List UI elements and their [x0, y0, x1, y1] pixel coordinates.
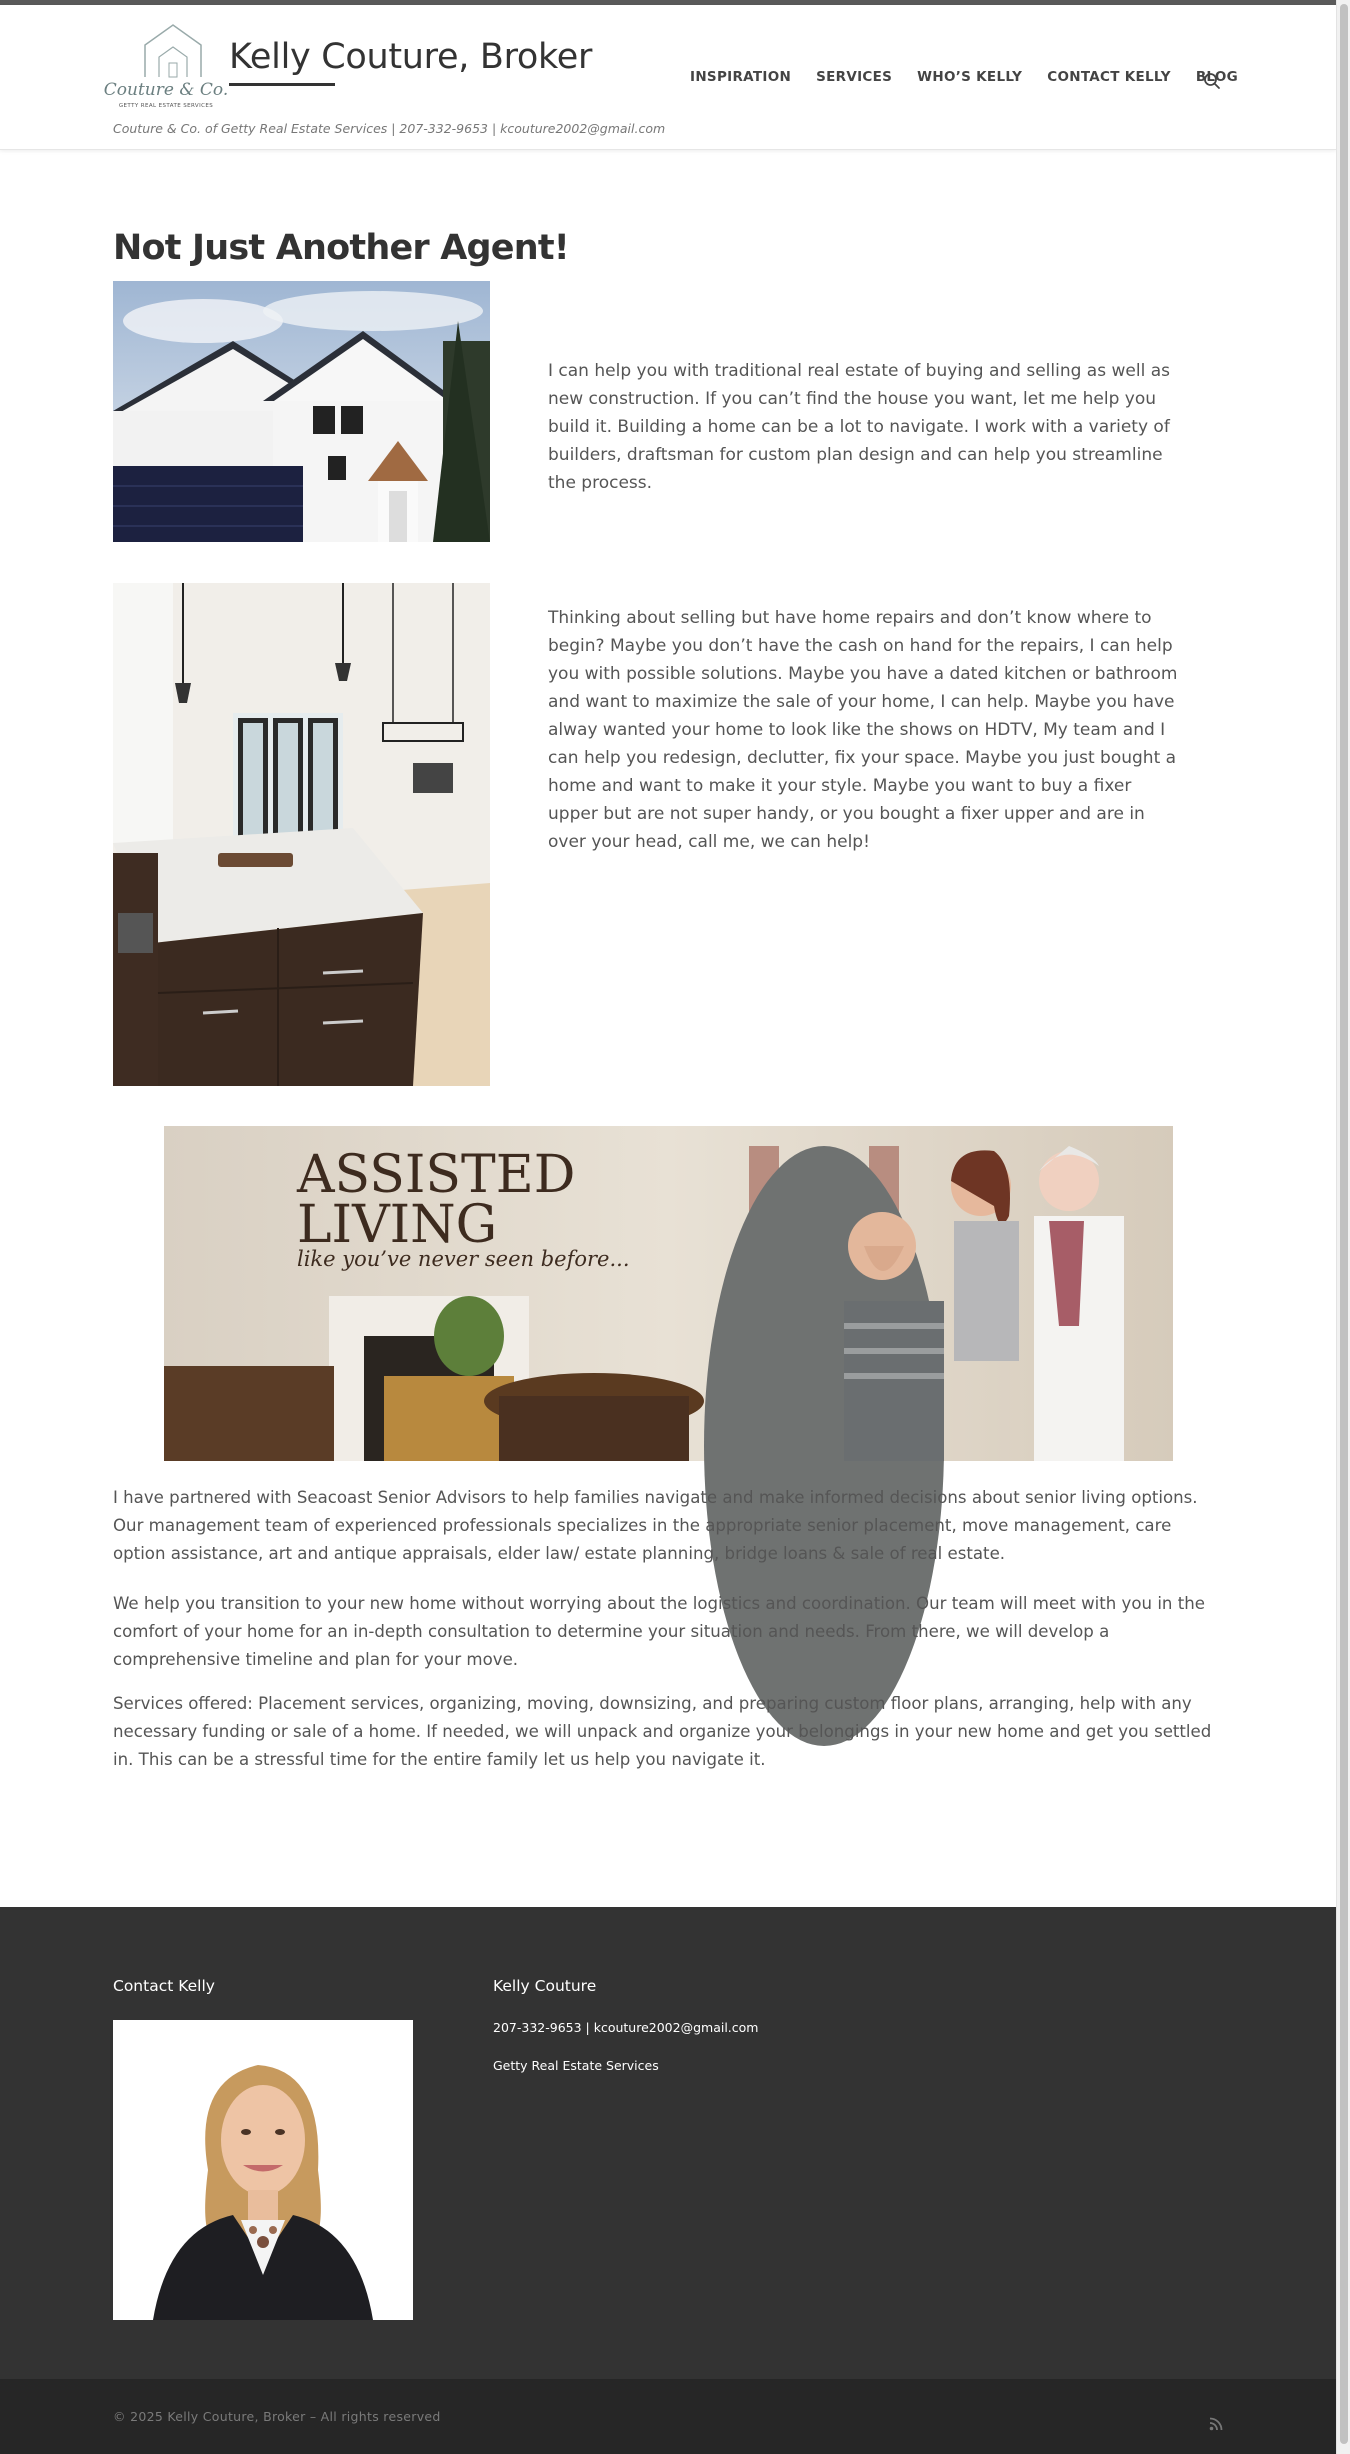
- site-footer: [0, 1907, 1336, 2379]
- new-construction-text: I can help you with traditional real estate of buying and selling as well as new construction. If you can’t find the house you want, let me help you build it. Building a home can be a lot to navigate. I work with a variety of builders, draftsman for custom plan design and can help you streamline the process.: [548, 361, 1170, 493]
- footer-company: Getty Real Estate Services: [493, 2058, 659, 2073]
- search-icon[interactable]: [1203, 72, 1221, 90]
- footer-kelly-heading: Kelly Couture: [493, 1977, 597, 1995]
- svg-text:ASSISTED: ASSISTED: [297, 1145, 576, 1205]
- nav-inspiration[interactable]: INSPIRATION: [690, 69, 792, 85]
- scrollbar-thumb[interactable]: [1340, 4, 1348, 2444]
- svg-text:Couture & Co.: Couture & Co.: [103, 80, 229, 100]
- kelly-portrait: [113, 2020, 413, 2320]
- site-tagline: Couture & Co. of Getty Real Estate Services | 207-332-9653 | kcouture2002@gmail.com: [113, 121, 666, 136]
- svg-text:LIVING: LIVING: [297, 1195, 498, 1255]
- site-logo[interactable]: [103, 19, 229, 112]
- assisted-living-banner: [164, 1126, 1173, 1461]
- home-repairs-text: Thinking about selling but have home repairs and don’t know where to begin? Maybe you don’t have the cash on hand for the repairs, I can help you with possible solutions. Maybe you have a dated kitchen or bathroom and want to maximize the sale of your home, I can help. Maybe you have alway wanted your home to look like the shows on HDTV, My team and I can help you redesign, declutter, fix your space. Maybe you just bought a home and want to make it your style. Maybe you want to buy a fixer upper but are not super handy, or you bought a fixer upper and are in over your head, call me, we can help!: [548, 608, 1178, 852]
- title-underline: [229, 83, 335, 86]
- svg-text:GETTY REAL ESTATE SERVICES: GETTY REAL ESTATE SERVICES: [118, 103, 214, 109]
- footer-contact-heading: Contact Kelly: [113, 1977, 215, 1995]
- new-construction-house-image: [113, 281, 490, 542]
- main-navigation: [690, 69, 1263, 85]
- copyright-text: © 2025 Kelly Couture, Broker – All rights reserved: [113, 2409, 441, 2424]
- transition-paragraph: We help you transition to your new home without worrying about the logistics and coordination. Our team will meet with you in the comfort of your home for an in-depth consultation to determine your situation and needs. From there, we will develop a comprehensive timeline and plan for your move.: [113, 1594, 1205, 1669]
- kitchen-image: [113, 583, 490, 1086]
- page-title: Not Just Another Agent!: [113, 228, 569, 268]
- rss-icon[interactable]: [1209, 2417, 1223, 2431]
- colophon: [0, 2379, 1336, 2454]
- footer-contact-info[interactable]: 207-332-9653 | kcouture2002@gmail.com: [493, 2020, 759, 2035]
- svg-text:like you’ve never seen before.: like you’ve never seen before...: [297, 1247, 630, 1271]
- senior-advisors-paragraph: I have partnered with Seacoast Senior Advisors to help families navigate and make informed decisions about senior living options. Our management team of experienced professionals specializes in the appropriate senior placement, move management, care option assistance, art and antique appraisals, elder law/ estate planning, bridge loans & sale of real estate.: [113, 1488, 1198, 1563]
- nav-blog[interactable]: BLOG: [1195, 69, 1238, 85]
- services-offered-paragraph: Services offered: Placement services, organizing, moving, downsizing, and preparing custom floor plans, arranging, help with any necessary funding or sale of a home. If needed, we will unpack and organize your belongings in your new home and get you settled in. This can be a stressful time for the entire family let us help you navigate it.: [113, 1694, 1212, 1769]
- site-title[interactable]: Kelly Couture, Broker: [229, 37, 593, 77]
- page-scrollbar[interactable]: [1336, 0, 1350, 2454]
- nav-whos-kelly[interactable]: WHO’S KELLY: [917, 69, 1023, 85]
- nav-contact-kelly[interactable]: CONTACT KELLY: [1047, 69, 1171, 85]
- nav-services[interactable]: SERVICES: [816, 69, 893, 85]
- site-header: [0, 5, 1336, 150]
